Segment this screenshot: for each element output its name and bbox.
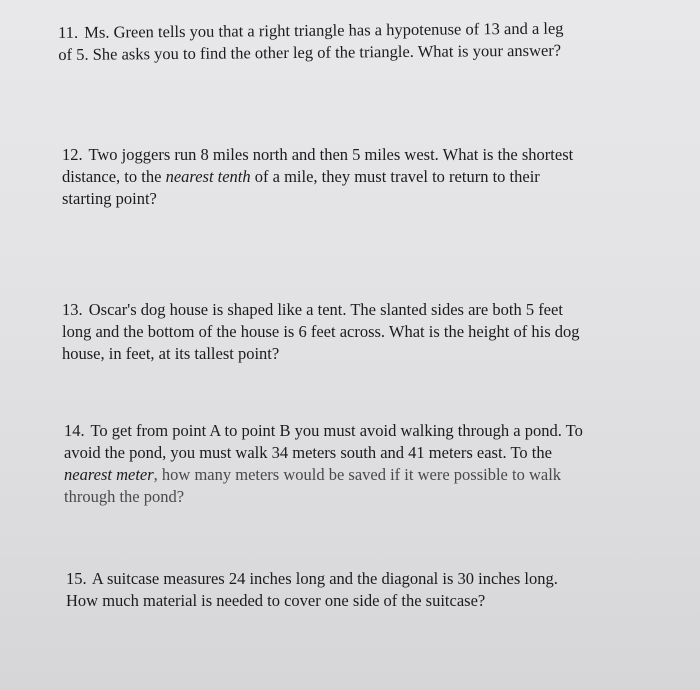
question-12-line-2 <box>62 166 637 188</box>
question-13 <box>62 299 642 365</box>
question-12-number: 12. <box>62 145 83 164</box>
question-14-text-4: through the pond? <box>64 487 185 506</box>
question-12 <box>62 144 637 210</box>
question-11 <box>58 17 618 66</box>
question-11-number: 11. <box>58 22 79 42</box>
question-13-text-3: house, in feet, at its tallest point? <box>62 344 280 363</box>
question-12-text-2b: of a mile, they must travel to return to their <box>250 167 540 186</box>
question-13-line-1 <box>62 299 642 321</box>
question-13-text-2: long and the bottom of the house is 6 feet across. What is the height of his dog <box>62 322 580 341</box>
question-13-number: 13. <box>62 300 83 319</box>
question-15-number: 15. <box>66 569 87 588</box>
question-14-number: 14. <box>64 421 85 440</box>
question-14-line-3 <box>64 464 654 486</box>
question-14-text-1: To get from point A to point B you must avoid walking through a pond. To <box>90 421 583 440</box>
question-12-text-2a: distance, to the <box>62 167 166 186</box>
question-15-text-2: How much material is needed to cover one side of the suitcase? <box>66 591 486 610</box>
question-12-text-3: starting point? <box>62 189 157 208</box>
question-12-line-1 <box>62 144 637 166</box>
question-12-text-1: Two joggers run 8 miles north and then 5 miles west. What is the shortest <box>88 145 574 164</box>
question-15-text-1: A suitcase measures 24 inches long and the diagonal is 30 inches long. <box>91 569 558 588</box>
question-14 <box>64 420 654 508</box>
question-14-line-1 <box>64 420 654 442</box>
question-14-emphasis: nearest meter <box>64 465 154 484</box>
question-12-emphasis: nearest tenth <box>165 167 251 186</box>
question-15 <box>66 568 646 612</box>
question-11-text-1: Ms. Green tells you that a right triangle has a hypotenuse of 13 and a leg <box>84 18 564 42</box>
question-15-line-1 <box>66 568 646 590</box>
question-14-text-2: avoid the pond, you must walk 34 meters south and 41 meters east. To the <box>64 443 552 462</box>
question-14-text-3: , how many meters would be saved if it were possible to walk <box>153 465 562 484</box>
question-11-text-2: of 5. She asks you to find the other leg of the triangle. What is your answer? <box>58 40 562 64</box>
question-13-text-1: Oscar's dog house is shaped like a tent. The slanted sides are both 5 feet <box>88 300 563 319</box>
